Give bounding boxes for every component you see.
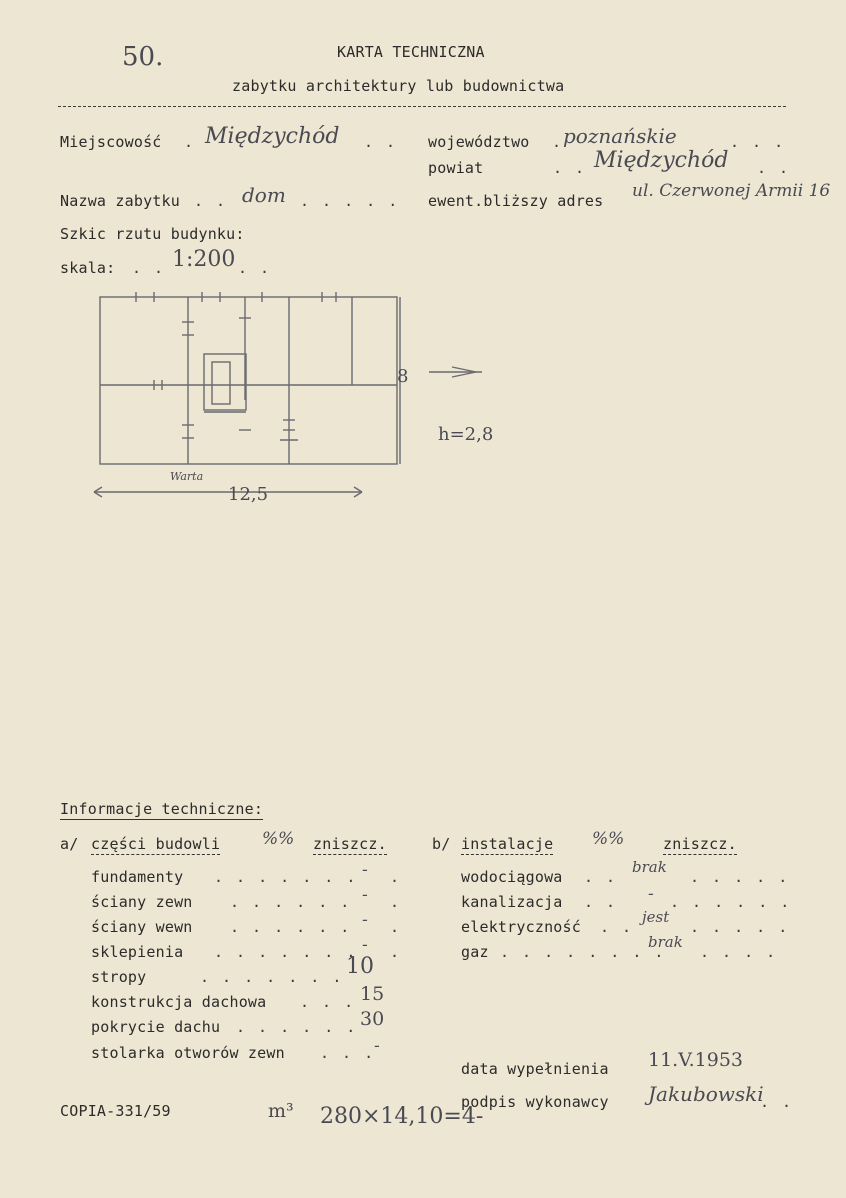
dots-inst-1-a: . . (584, 893, 618, 911)
installation-label: elektryczność (461, 918, 581, 936)
installation-label: wodociągowa (461, 868, 563, 886)
part-value: - (362, 885, 368, 905)
dots-miejscowosc-a: . (184, 133, 196, 151)
width-dimension: 12,5 (228, 484, 269, 505)
a-prefix: a/ (60, 835, 79, 853)
b-damage: zniszcz. (663, 835, 737, 853)
dots-inst-2-a: . . (600, 918, 634, 936)
dots-signature: . . (760, 1093, 794, 1111)
card-number: 50. (122, 42, 164, 72)
installation-value: jest (642, 908, 670, 926)
installation-value: brak (648, 933, 683, 951)
a-pct: %% (262, 829, 295, 849)
dots-part-1: . . . . . . (230, 893, 352, 911)
date-value: 11.V.1953 (648, 1049, 744, 1071)
b-heading: instalacje (461, 835, 554, 853)
wojewodztwo-label: województwo (428, 133, 530, 151)
dots-nazwa-b: . . . . . (300, 192, 400, 210)
dots-part-6: . . . . . . (236, 1018, 358, 1036)
dots-inst-0-b: . . . . . (690, 868, 790, 886)
dots-inst-3-a: . . . . . . . . (500, 943, 666, 961)
skala-label: skala: (60, 259, 116, 277)
part-label: konstrukcja dachowa (91, 993, 267, 1011)
part-value: - (362, 860, 368, 880)
miejscowosc-value: Międzychód (205, 124, 340, 149)
skala-value: 1:200 (172, 247, 236, 272)
part-label: ściany zewn (91, 893, 193, 911)
powiat-label: powiat (428, 159, 484, 177)
dots-part-2: . . . . . . (230, 918, 352, 936)
dots-skala-a: . . (132, 259, 166, 277)
adres-value: ul. Czerwonej Armii 16 (632, 181, 831, 201)
dots-skala-b: . . (238, 259, 272, 277)
part-label: sklepienia (91, 943, 184, 961)
szkic-label: Szkic rzutu budynku: (60, 225, 245, 243)
a-heading: części budowli (91, 835, 221, 853)
copy-code: COPIA-331/59 (60, 1102, 171, 1120)
tech-heading: Informacje techniczne: (60, 800, 264, 818)
part-value: - (374, 1036, 380, 1056)
part-label: stolarka otworów zewn (91, 1044, 285, 1062)
part-value: - (362, 935, 368, 955)
part-label: pokrycie dachu (91, 1018, 221, 1036)
a-damage: zniszcz. (313, 835, 387, 853)
installation-value: - (648, 884, 654, 904)
wall-note: Warta (170, 470, 204, 483)
dots-powiat-a: . . (553, 159, 587, 177)
signature-value: Jakubowski (648, 1082, 764, 1106)
nazwa-value: dom (242, 183, 286, 207)
installation-label: gaz (461, 943, 489, 961)
b-prefix: b/ (432, 835, 451, 853)
dots-inst-2-b: . . . . . (690, 918, 790, 936)
part-label: ściany wewn (91, 918, 193, 936)
part-value: 30 (360, 1008, 385, 1030)
signature-label: podpis wykonawcy (461, 1093, 609, 1111)
powiat-value: Międzychód (594, 148, 729, 173)
dots-part-7: . . . (320, 1044, 376, 1062)
card-subtitle: zabytku architektury lub budownictwa (232, 77, 565, 95)
miejscowosc-label: Miejscowość (60, 133, 162, 151)
card-title: KARTA TECHNICZNA (337, 43, 485, 61)
header-divider (58, 106, 786, 107)
dots-powiat-b: . . (757, 159, 791, 177)
dots-nazwa-a: . . (194, 192, 228, 210)
part-label: fundamenty (91, 868, 184, 886)
part-label: stropy (91, 968, 147, 986)
part-value: - (362, 910, 368, 930)
floor-plan-sketch (84, 280, 524, 520)
dots-inst-3-b: . . . . (700, 943, 778, 961)
b-pct: %% (592, 829, 625, 849)
dots-part-4: . . . . . . . (200, 968, 344, 986)
installation-value: brak (632, 858, 667, 876)
part-value: 15 (360, 983, 385, 1005)
dots-wojewodztwo-a: . (552, 133, 564, 151)
dots-part-1-end: . (390, 893, 402, 911)
dots-part-0: . . . . . . . (214, 868, 358, 886)
volume-unit: m³ (268, 1100, 294, 1122)
height-note: h=2,8 (438, 424, 494, 445)
installation-label: kanalizacja (461, 893, 563, 911)
adres-label: ewent.bliższy adres (428, 192, 604, 210)
dots-inst-0-a: . . (584, 868, 618, 886)
dots-part-5: . . . (300, 993, 356, 1011)
nazwa-label: Nazwa zabytku (60, 192, 180, 210)
dots-part-3: . . . . . . . (214, 943, 358, 961)
height-dimension: 8 (397, 366, 409, 387)
date-label: data wypełnienia (461, 1060, 609, 1078)
wojewodztwo-value: poznańskie (563, 124, 677, 148)
dots-inst-1-b: . . . . . . (670, 893, 792, 911)
volume-calc: 280×14,10=4- (320, 1104, 484, 1129)
dots-miejscowosc-b: . . (364, 133, 398, 151)
dots-part-2-end: . (390, 918, 402, 936)
dots-wojewodztwo-b: . . . (730, 133, 786, 151)
part-value: 10 (346, 954, 374, 979)
dots-part-3-end: . (390, 943, 402, 961)
dots-part-0-end: . (390, 868, 402, 886)
